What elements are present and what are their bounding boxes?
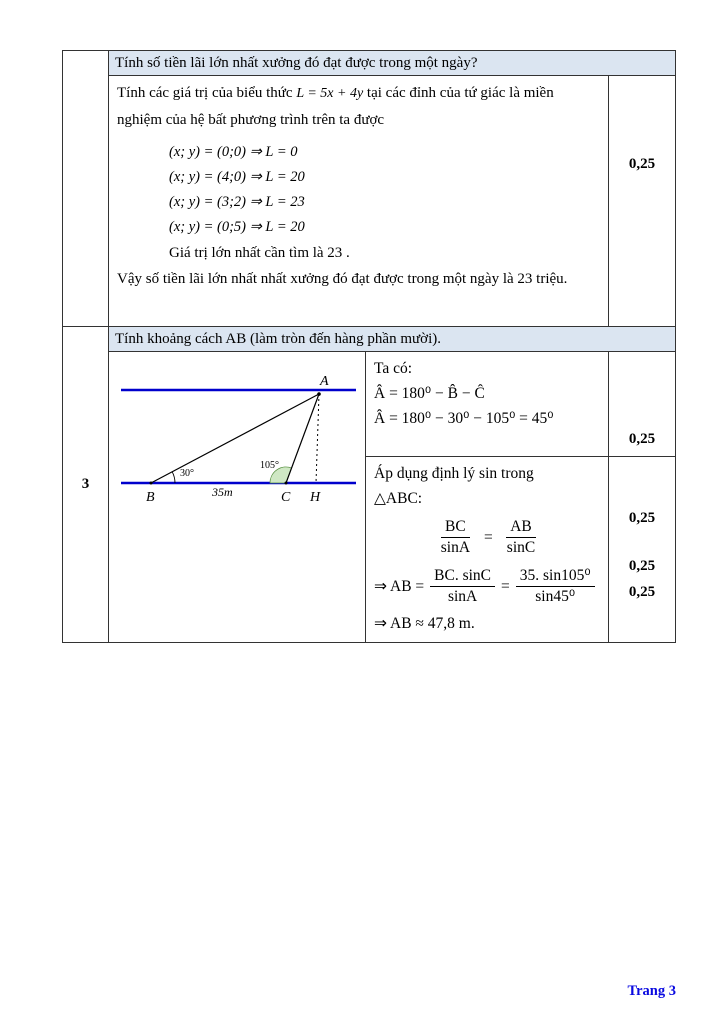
label-A: A bbox=[320, 374, 329, 389]
distance-BC-label: 35m bbox=[212, 485, 233, 499]
question3-step1-row bbox=[366, 352, 675, 457]
point-A bbox=[317, 392, 321, 396]
question-number: 3 bbox=[81, 476, 90, 492]
question2-points-cell bbox=[609, 76, 675, 326]
fraction-bcsinc-sina: $\frac{BC. \sin C}{\sin A}$ bbox=[430, 566, 495, 607]
triangle-figure bbox=[109, 352, 366, 642]
point-C bbox=[285, 482, 288, 485]
equals-sign: = bbox=[501, 577, 510, 595]
angle-equation-1: Â = 180⁰ − B̂ − Ĉ bbox=[374, 385, 485, 402]
point-B bbox=[150, 482, 153, 485]
question2-header: Tính số tiền lãi lớn nhất xưởng đó đạt được trong một ngày? bbox=[109, 51, 675, 76]
step1-intro: Ta có: bbox=[374, 360, 413, 377]
objective-formula: L = 5x + 4y bbox=[296, 86, 364, 101]
step1-points-cell bbox=[609, 352, 675, 456]
question2-solution bbox=[109, 76, 609, 326]
equals-sign: = bbox=[484, 528, 493, 546]
angle-equation-2: Â = 180⁰ − 30⁰ − 105⁰ = 45⁰ bbox=[374, 410, 554, 427]
answer-key-table bbox=[62, 50, 676, 643]
conclusion-line: Vậy số tiền lãi lớn nhất nhất xưởng đó đạt được trong một ngày là 23 triệu. bbox=[117, 271, 568, 287]
sine-rule-intro-1: Áp dụng định lý sin trong bbox=[374, 465, 534, 482]
sine-rule-intro-2: △ABC: bbox=[374, 490, 423, 507]
question2-row bbox=[63, 51, 675, 327]
page-number: Trang 3 bbox=[627, 983, 676, 999]
evaluation-lines bbox=[117, 140, 600, 240]
ab-derivation-equation bbox=[374, 566, 602, 607]
altitude-AH bbox=[316, 394, 319, 483]
eval-line-1: (x; y) = (0;0) ⇒ L = 0 bbox=[169, 144, 298, 160]
question3-step2-row bbox=[366, 457, 675, 642]
segment-BA bbox=[151, 394, 319, 483]
triangle-figure-svg bbox=[114, 358, 364, 523]
fraction-ab-sinc: $\frac{AB}{\sin C}$ bbox=[506, 518, 536, 556]
angle-B-arc bbox=[172, 472, 175, 483]
sine-rule-equation bbox=[374, 517, 602, 558]
fraction-bc-sina: $\frac{BC}{\sin A}$ bbox=[440, 518, 471, 556]
points-value: 0,25 bbox=[628, 156, 656, 172]
step2-solution bbox=[366, 457, 609, 642]
implies-ab: ⇒ AB = bbox=[374, 577, 425, 595]
final-result: ⇒ AB ≈ 47,8 m. bbox=[374, 615, 475, 632]
eval-line-4: (x; y) = (0;5) ⇒ L = 20 bbox=[169, 219, 305, 235]
intro-text-2: tại các đỉnh của tứ giác là miền nghiệm của hệ bất phương trình trên ta được bbox=[117, 85, 554, 128]
segment-CA bbox=[286, 394, 319, 483]
eval-line-3: (x; y) = (3;2) ⇒ L = 23 bbox=[169, 194, 305, 210]
step2-points-cell bbox=[609, 457, 675, 642]
max-value-line: Giá trị lớn nhất cần tìm là 23 . bbox=[169, 245, 350, 261]
question2-number-cell bbox=[63, 51, 109, 326]
question3-number-cell bbox=[63, 327, 109, 642]
label-H: H bbox=[310, 490, 321, 505]
angle-C-label: 105° bbox=[260, 460, 279, 471]
points-value: 0,25 bbox=[628, 510, 656, 526]
points-value: 0,25 bbox=[628, 584, 656, 600]
label-B: B bbox=[146, 490, 155, 505]
step1-solution bbox=[366, 352, 609, 456]
question3-header: Tính khoảng cách AB (làm tròn đến hàng phần mười). bbox=[109, 327, 675, 352]
label-C: C bbox=[281, 490, 291, 505]
intro-text-1: Tính các giá trị của biểu thức bbox=[117, 85, 293, 101]
points-value: 0,25 bbox=[628, 431, 656, 447]
angle-B-label: 30° bbox=[180, 468, 194, 479]
fraction-35sin105-sin45: $\frac{\text{35. sin105⁰}}{\text{sin45⁰}}$ bbox=[516, 566, 595, 607]
solution-intro-paragraph bbox=[117, 80, 600, 133]
eval-line-2: (x; y) = (4;0) ⇒ L = 20 bbox=[169, 169, 305, 185]
points-value: 0,25 bbox=[628, 558, 656, 574]
question3-row bbox=[63, 327, 675, 642]
